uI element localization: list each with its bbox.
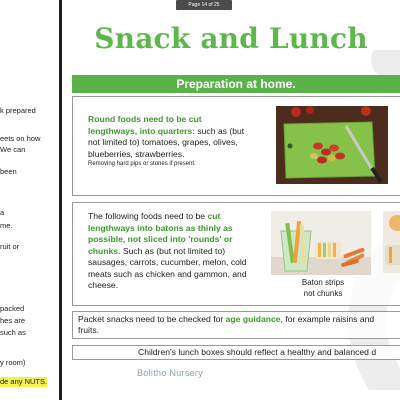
baton-strips-photo: [271, 211, 371, 275]
page-title: Snack and Lunch: [94, 22, 368, 55]
baton-caption: [278, 277, 368, 299]
caption-line-1: Baton strips: [301, 278, 345, 287]
packet-snacks-line-1: [78, 314, 374, 325]
round-foods-body: such as (but not limited to) tomatoes, grapes, olives, blueberries, strawberries.: [88, 125, 245, 159]
previous-page-text: y room): [0, 358, 26, 367]
round-foods-box: [72, 96, 400, 196]
previous-page-text: We can: [0, 145, 26, 154]
packet-snacks-text-after: , for example raisins and: [280, 314, 375, 324]
previous-page-panel[interactable]: [0, 0, 58, 400]
packet-snacks-line-2: fruits.: [78, 325, 100, 335]
previous-page-text: a: [0, 208, 5, 217]
round-foods-highlight: Round foods need to be cut lengthways, into quarters:: [88, 114, 202, 136]
food-partial-photo: [383, 211, 400, 273]
tomatoes-chopping-board-photo: [276, 106, 388, 184]
baton-foods-text: [88, 211, 266, 292]
footer-logo-text: Bolitho Nursery: [137, 368, 204, 378]
baton-foods-intro: The following foods need to be: [88, 211, 208, 221]
previous-page-text: been: [0, 167, 17, 176]
page-indicator: Page 14 of 25: [176, 0, 232, 10]
previous-page-text: k prepared: [0, 106, 36, 115]
baton-foods-body: Such as (but not limited to) sausages, carrots, cucumber, melon, cold meats such as chicken and gammon, and cheese.: [88, 245, 247, 290]
previous-page-text: packed: [0, 304, 25, 313]
baton-foods-box: [72, 202, 400, 306]
slide-page: [62, 0, 400, 400]
previous-page-highlight: de any NUTS.: [0, 377, 48, 386]
lunch-box-note: [72, 345, 400, 360]
packet-snacks-box: [72, 311, 400, 339]
previous-page-text: me.: [0, 221, 13, 230]
previous-page-text: hes are: [0, 316, 26, 325]
previous-page-text: eets on how: [0, 134, 41, 143]
age-guidance-highlight: age guidance: [225, 314, 281, 324]
section-heading-bar: Preparation at home.: [72, 75, 400, 93]
previous-page-text: ruit or: [0, 242, 20, 251]
baton-foods-highlight: cut lengthways into batons as thinly as possible, not sliced into 'rounds' or chunks.: [88, 211, 233, 256]
caption-line-2: not chunks: [303, 289, 343, 298]
packet-snacks-text: Packet snacks need to be checked for: [78, 314, 226, 324]
lunch-box-note-text: Children's lunch boxes should reflect a healthy and balanced d: [138, 347, 377, 357]
round-foods-note: Removing hard pips or stones if present.: [88, 161, 196, 167]
previous-page-text: such as: [0, 328, 26, 337]
round-foods-text: [88, 114, 253, 168]
